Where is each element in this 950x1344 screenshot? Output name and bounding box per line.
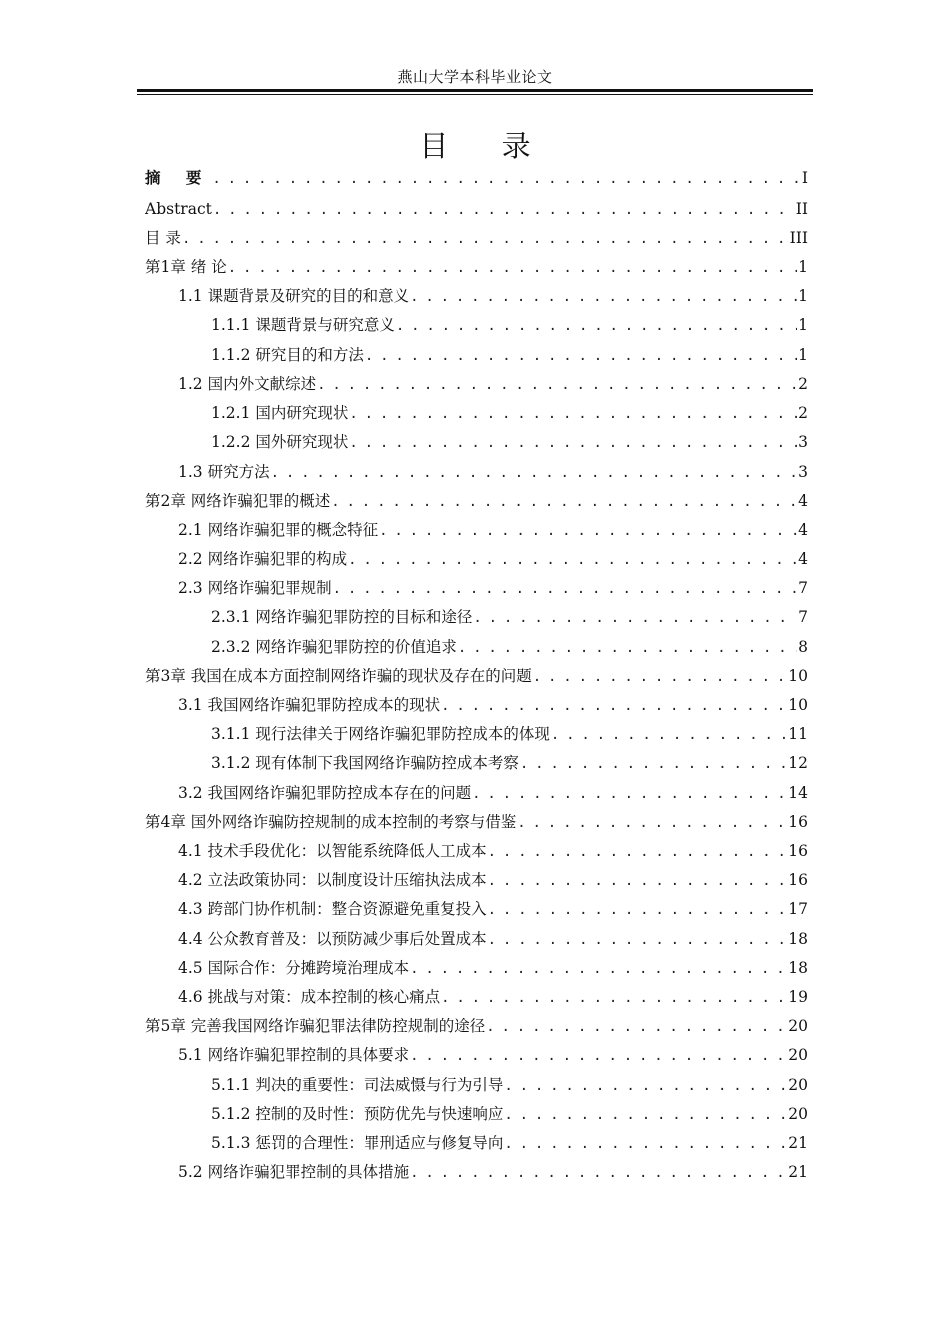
toc-entry[interactable]: [211, 751, 808, 775]
toc-entry[interactable]: [211, 343, 808, 367]
leader-dots: [441, 986, 787, 1009]
toc-entry-page: 12: [788, 754, 808, 772]
toc-entry-page: 14: [788, 784, 808, 802]
toc-entry-page: 20: [788, 1105, 808, 1123]
leader-dots: [441, 694, 787, 717]
toc-entry[interactable]: [145, 166, 808, 190]
header-rule-thick: [137, 89, 813, 92]
toc-entry-text: 3.1.2 现有体制下我国网络诈骗防控成本考察: [211, 754, 519, 772]
toc-entry[interactable]: [145, 197, 808, 221]
toc-entry[interactable]: [211, 401, 808, 425]
toc-entry-text: 5.1 网络诈骗犯罪控制的具体要求: [178, 1046, 410, 1064]
toc-entry-page: 16: [788, 871, 808, 889]
leader-dots: [333, 577, 798, 600]
leader-dots: [228, 256, 797, 279]
leader-dots: [504, 1103, 787, 1126]
toc-entry-page: 4: [798, 521, 808, 539]
toc-entry[interactable]: [178, 693, 808, 717]
toc-entry-page: 2: [798, 375, 808, 393]
toc-entry-page: 18: [788, 930, 808, 948]
toc-entry-page: 21: [788, 1163, 808, 1181]
toc-entry[interactable]: [178, 1043, 808, 1067]
toc-entry[interactable]: [211, 1131, 808, 1155]
toc-entry[interactable]: [145, 810, 808, 834]
toc-entry[interactable]: [178, 781, 808, 805]
toc-entry-text: 第5章 完善我国网络诈骗犯罪法律防控规制的途径: [145, 1017, 486, 1035]
toc-entry-page: 10: [788, 667, 808, 685]
toc-entry[interactable]: [178, 927, 808, 951]
leader-dots: [349, 402, 797, 425]
header-rule-thin: [137, 94, 813, 95]
toc-entry-page: 4: [798, 492, 808, 510]
leader-dots: [551, 723, 787, 746]
leader-dots: [410, 1161, 787, 1184]
leader-dots: [533, 665, 787, 688]
toc-entry[interactable]: [178, 372, 808, 396]
toc-entry-page: 1: [798, 287, 808, 305]
toc-entry-page: 1: [798, 346, 808, 364]
toc-entry-text: 4.2 立法政策协同：以制度设计压缩执法成本: [178, 871, 487, 889]
toc-entry[interactable]: [178, 956, 808, 980]
toc-entry[interactable]: [145, 1014, 808, 1038]
toc-entry-page: 21: [788, 1134, 808, 1152]
toc-entry-page: 20: [788, 1017, 808, 1035]
toc-entry[interactable]: [211, 722, 808, 746]
toc-entry-text: 4.5 国际合作：分摊跨境治理成本: [178, 959, 410, 977]
toc-entry-text: 4.1 技术手段优化：以智能系统降低人工成本: [178, 842, 487, 860]
toc-entry-page: 17: [788, 900, 808, 918]
toc-entry-text: 第4章 国外网络诈骗防控规制的成本控制的考察与借鉴: [145, 813, 517, 831]
leader-dots: [365, 344, 797, 367]
leader-dots: [504, 1074, 787, 1097]
toc-entry-text: 摘 要: [145, 169, 212, 187]
toc-entry-page: 2: [798, 404, 808, 422]
toc-entry-text: 2.3 网络诈骗犯罪规制: [178, 579, 332, 597]
leader-dots: [396, 314, 797, 337]
leader-dots: [458, 636, 797, 659]
toc-entry-page: 4: [798, 550, 808, 568]
toc-entry[interactable]: [211, 313, 808, 337]
toc-entry-text: Abstract: [145, 200, 212, 218]
toc-entry-page: 18: [788, 959, 808, 977]
leader-dots: [182, 227, 789, 250]
toc-entry-page: 20: [788, 1076, 808, 1094]
toc-entry-page: 20: [788, 1046, 808, 1064]
toc-entry-text: 4.3 跨部门协作机制：整合资源避免重复投入: [178, 900, 487, 918]
toc-entry-text: 1.1.2 研究目的和方法: [211, 346, 364, 364]
toc-entry-text: 1.2 国内外文献综述: [178, 375, 317, 393]
toc-entry[interactable]: [178, 284, 808, 308]
toc-entry-text: 1.1 课题背景及研究的目的和意义: [178, 287, 410, 305]
toc-entry[interactable]: [145, 255, 808, 279]
leader-dots: [488, 869, 788, 892]
toc-entry-text: 4.6 挑战与对策：成本控制的核心痛点: [178, 988, 441, 1006]
leader-dots: [348, 548, 797, 571]
toc-entry[interactable]: [178, 547, 808, 571]
toc-entry[interactable]: [145, 664, 808, 688]
toc-entry[interactable]: [145, 489, 808, 513]
leader-dots: [472, 782, 787, 805]
toc-entry-text: 第3章 我国在成本方面控制网络诈骗的现状及存在的问题: [145, 667, 532, 685]
leader-dots: [410, 285, 797, 308]
toc-entry-text: 4.4 公众教育普及：以预防减少事后处置成本: [178, 930, 487, 948]
toc-entry[interactable]: [211, 1102, 808, 1126]
toc-entry-page: 10: [788, 696, 808, 714]
leader-dots: [349, 431, 797, 454]
toc-entry[interactable]: [211, 635, 808, 659]
toc-entry-page: 3: [798, 463, 808, 481]
leader-dots: [473, 606, 797, 629]
toc-entry-page: II: [795, 200, 808, 218]
toc-entry-page: 3: [798, 433, 808, 451]
toc-entry-text: 2.3.2 网络诈骗犯罪防控的价值追求: [211, 638, 457, 656]
leader-dots: [504, 1132, 787, 1155]
toc-entry[interactable]: [211, 1073, 808, 1097]
toc-entry[interactable]: [211, 430, 808, 454]
toc-entry-text: 1.3 研究方法: [178, 463, 270, 481]
toc-entry-page: 11: [788, 725, 808, 743]
toc-entry-text: 3.2 我国网络诈骗犯罪防控成本存在的问题: [178, 784, 472, 802]
toc-entry[interactable]: [178, 518, 808, 542]
leader-dots: [520, 752, 787, 775]
toc-entry-text: 目 录: [145, 229, 181, 247]
toc-entry-text: 第1章 绪 论: [145, 258, 227, 276]
toc-entry[interactable]: [178, 839, 808, 863]
toc-entry[interactable]: [178, 985, 808, 1009]
leader-dots: [212, 167, 800, 190]
toc-entry-page: 16: [788, 842, 808, 860]
toc-entry-text: 3.1 我国网络诈骗犯罪防控成本的现状: [178, 696, 441, 714]
toc-entry-page: 7: [798, 579, 808, 597]
toc-entry-text: 5.1.2 控制的及时性：预防优先与快速响应: [211, 1105, 504, 1123]
leader-dots: [410, 957, 787, 980]
leader-dots: [317, 373, 797, 396]
toc-entry-text: 1.1.1 课题背景与研究意义: [211, 316, 395, 334]
leader-dots: [488, 898, 788, 921]
toc-entry-text: 2.2 网络诈骗犯罪的构成: [178, 550, 348, 568]
leader-dots: [213, 198, 795, 221]
leader-dots: [488, 928, 788, 951]
toc-entry-page: 1: [798, 258, 808, 276]
leader-dots: [331, 490, 797, 513]
toc-entry-text: 2.3.1 网络诈骗犯罪防控的目标和途径: [211, 608, 473, 626]
leader-dots: [488, 840, 788, 863]
leader-dots: [517, 811, 787, 834]
toc-entry-text: 1.2.1 国内研究现状: [211, 404, 349, 422]
toc-entry[interactable]: [178, 897, 808, 921]
toc-entry-page: 16: [788, 813, 808, 831]
toc-entry-page: III: [789, 229, 808, 247]
toc-entry-page: I: [801, 169, 808, 187]
toc-entry-text: 1.2.2 国外研究现状: [211, 433, 349, 451]
running-header: 燕山大学本科毕业论文: [397, 68, 553, 86]
toc-title: 目 录: [419, 129, 553, 163]
leader-dots: [486, 1015, 787, 1038]
leader-dots: [271, 461, 798, 484]
toc-entry-text: 5.1.1 判决的重要性：司法威慑与行为引导: [211, 1076, 504, 1094]
toc-entry-text: 2.1 网络诈骗犯罪的概念特征: [178, 521, 379, 539]
toc-entry[interactable]: [178, 1160, 808, 1184]
toc-entry[interactable]: [178, 460, 808, 484]
leader-dots: [379, 519, 797, 542]
toc-entry-page: 7: [798, 608, 808, 626]
toc-entry-text: 5.2 网络诈骗犯罪控制的具体措施: [178, 1163, 410, 1181]
toc-entry[interactable]: [178, 576, 808, 600]
toc-entry-page: 1: [798, 316, 808, 334]
toc-entry-page: 8: [798, 638, 808, 656]
toc-entry[interactable]: [211, 605, 808, 629]
leader-dots: [410, 1044, 787, 1067]
toc-entry[interactable]: [178, 868, 808, 892]
toc-entry-text: 第2章 网络诈骗犯罪的概述: [145, 492, 331, 510]
toc-entry-text: 5.1.3 惩罚的合理性：罪刑适应与修复导向: [211, 1134, 504, 1152]
toc-entry[interactable]: [145, 226, 808, 250]
toc-entry-page: 19: [788, 988, 808, 1006]
toc-entry-text: 3.1.1 现行法律关于网络诈骗犯罪防控成本的体现: [211, 725, 550, 743]
